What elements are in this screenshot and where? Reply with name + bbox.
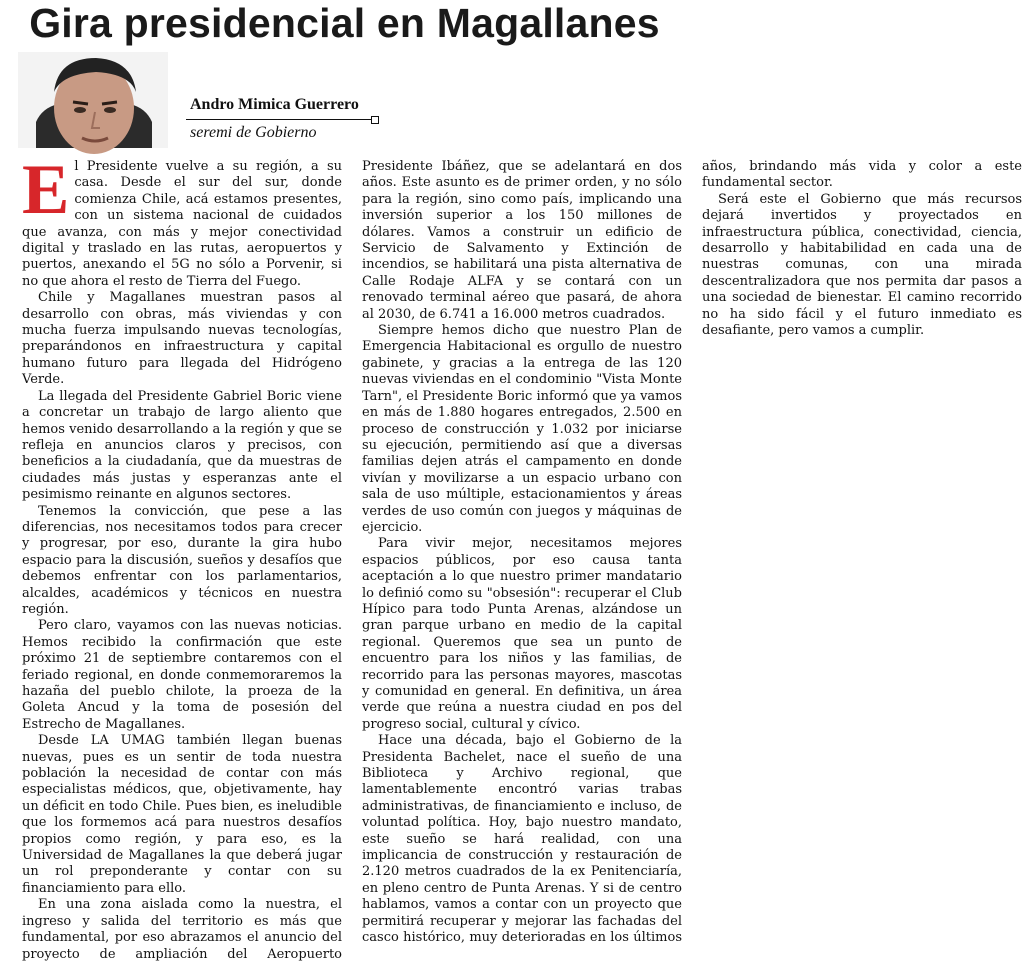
- article-paragraph: Siempre hemos dicho que nuestro Plan de Emergencia Habitacional es orgullo de nuestro gabinete, y gracias a la entrega de las 120 nuevas viviendas en el condominio "Vista Monte Tarn", el Presidente Boric informó que ya vamos en más de 1.880 hogares entregados, 2.500 en proceso de construcción y 1.032 por iniciarse su ejecución, permitiendo así que a diversas familias dejen atrás el campamento en donde vivían y movilizarse a un espacio urbano con sala de uso múltiple, estacionamientos y áreas verdes de uso común con juegos y máquinas de ejercicio.: [362, 323, 682, 535]
- article-paragraph: En una zona aislada como la nuestra, el ingreso y salida del territorio es más que fundamental, por eso abrazamos el anuncio del proyecto de ampliación del Aeropuerto Presidente Ibáñez, que se adelantará en dos años. Este asunto es de primer orden, y no sólo para la región, sino como país, implicando una inversión superior a los 150 millones de dólares. Vamos a construir un edificio de Servicio de Salvamento y Extinción de incendios, se habilitará una pista alternativa de Calle Rodaje ALFA y se contará con un renovado terminal aéreo que pasará, de ahora al 2030, de 6.741 a 16.000 metros cuadrados.: [22, 159, 682, 962]
- article-paragraph: Hace una década, bajo el Gobierno de la Presidenta Bachelet, nace el sueño de una Biblioteca y Archivo regional, que lamentablemente encontró varias trabas administrativas, de financiamiento e incluso, de voluntad política. Hoy, bajo nuestro mandato, este sueño se hará realidad, con una implicancia de construcción y restauración de 2.120 metros cuadrados de la ex Penitenciaría, en pleno centro de Punta Arenas. Y si de centro hablamos, vamos a contar con un proyecto que permitirá recuperar y mejorar las fachadas del casco histórico, muy deterioradas en los últimos años, brindando más vida y color a este fundamental sector.: [362, 159, 1022, 946]
- author-photo: [18, 52, 168, 148]
- dropcap: E: [22, 151, 70, 229]
- article-paragraph: Desde LA UMAG también llegan buenas nuevas, pues es un sentir de toda nuestra población la necesidad de contar con más especialistas médicos, que, objetivamente, hay un déficit en todo Chile. Pues bien, es ineludible que los formemos acá para nuestros desafíos propios como región, y para eso, es la Universidad de Magallanes la que deberá jugar un rol preponderante y contar con su financiamiento para ello.: [22, 733, 342, 896]
- article-paragraph: Chile y Magallanes muestran pasos al desarrollo con obras, más viviendas y con mucha fuerza impulsando nuevas tecnologías, preparándonos en infraestructura y capital humano futuro para llegada del Hidrógeno Verde.: [22, 290, 342, 388]
- article-paragraph: Será este el Gobierno que más recursos dejará invertidos y proyectados en infraestructura pública, conectividad, ciencia, desarrollo y habitabilidad en cada una de nuestras comunas, con una mirada descentralizadora que nos permita dar pasos a una sociedad de bienestar. El camino recorrido no ha sido fácil y el futuro inmediato es desafiante, pero vamos a cumplir.: [702, 191, 1022, 339]
- author-role: seremi de Gobierno: [190, 124, 317, 141]
- article-paragraph: La llegada del Presidente Gabriel Boric viene a concretar un trabajo de largo aliento que hemos venido desarrollando a la región y que se refleja en anuncios claros y precisos, con beneficios a la ciudadanía, que da muestras de ciudades más justas y esperanzas ante el pesimismo reinante en algunos sectores.: [22, 388, 342, 503]
- author-name: Andro Mimica Guerrero: [190, 96, 359, 113]
- article-body: [22, 151, 1022, 971]
- headline: Gira presidencial en Magallanes: [29, 0, 660, 46]
- author-portrait-icon: [18, 52, 168, 148]
- article-paragraph: El Presidente vuelve a su región, a su casa. Desde el sur del sur, donde comienza Chile, acá estamos presentes, con un sistema nacional de cuidados que avanza, con más y mejor conectividad digital y traslado en las rutas, aeropuertos y puertos, anexando el 5G no sólo a Porvenir, si no que ahora el resto de Tierra del Fuego.: [22, 151, 342, 289]
- article-paragraph: Tenemos la convicción, que pese a las diferencias, nos necesitamos todos para crecer y progresar, por eso, durante la gira hubo espacio para la discusión, sueños y desafíos que debemos enfrentar con los parlamentarios, alcaldes, académicos y técnicos en nuestra región.: [22, 503, 342, 617]
- article-paragraph: Para vivir mejor, necesitamos mejores espacios públicos, por eso causa tanta aceptación a lo que nuestro primer mandatario lo definió como su "obsesión": recuperar el Club Hípico para todo Punta Arenas, alzándose un gran parque urbano en medio de la capital regional. Queremos que sea un punto de encuentro para los niños y las familias, de recorrido para las personas mayores, mascotas y comunidad en general. En definitiva, un área verde que reúna a nuestra ciudad en pos del progreso social, cultural y cívico.: [362, 536, 682, 732]
- article-paragraph: Pero claro, vayamos con las nuevas noticias. Hemos recibido la confirmación que este próximo 21 de septiembre contaremos con el feriado regional, en donde conmemoraremos la hazaña del pueblo chilote, la proeza de la Goleta Ancud y la toma de posesión del Estrecho de Magallanes.: [22, 618, 342, 732]
- byline-divider: [186, 119, 375, 120]
